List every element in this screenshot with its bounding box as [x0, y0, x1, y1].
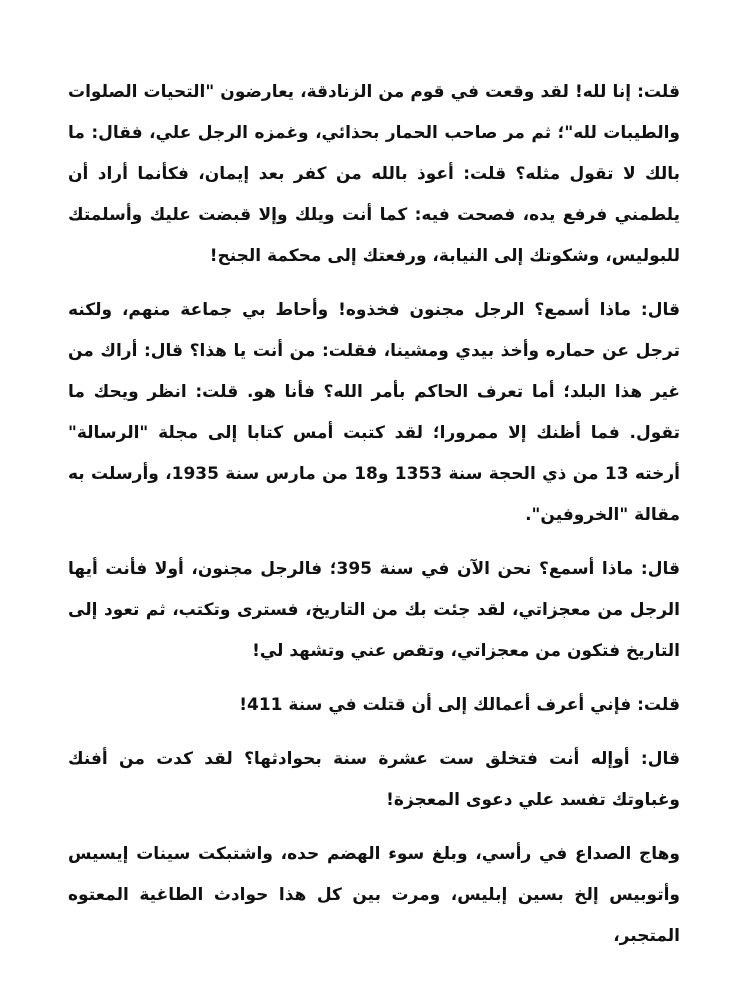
paragraph-2: قال: ماذا أسمع؟ الرجل مجنون فخذوه! وأحاط بي جماعة منهم، ولكنه ترجل عن حماره وأخذ بيدي ومشينا، فقلت: من أنت يا هذا؟ قال: أراك من غير هذا البلد؛ أما تعرف الحاكم بأمر الله؟ فأنا هو. قلت: انظر ويحك ما تقول. فما أظنك إلا ممرورا؛ لقد كتبت أمس كتابا إلى مجلة "الرسالة" أرخته 13 من ذي الحجة سنة 1353 و18 من مارس سنة 1935، وأرسلت به مقالة "الخروفين".	[68, 300, 680, 525]
paragraph-5: قال: أوإله أنت فتخلق ست عشرة سنة بحوادثها؟ لقد كدت من أفنك وغباوتك تفسد علي دعوى المعجزة!	[68, 749, 680, 810]
paragraph-3: قال: ماذا أسمع؟ نحن الآن في سنة 395؛ فالرجل مجنون، أولا فأنت أيها الرجل من معجزاتي، لقد جئت بك من التاريخ، فسترى وتكتب، ثم تعود إلى التاريخ فتكون من معجزاتي، وتقص عني وتشهد لي!	[68, 559, 680, 661]
paragraph-4: قلت: فإني أعرف أعمالك إلى أن قتلت في سنة 411!	[239, 695, 680, 715]
paragraph-6: وهاج الصداع في رأسي، وبلغ سوء الهضم حده، واشتبكت سينات إيسيس وأتوبيس إلخ بسين إبليس، ومرت بين كل هذا حوادث الطاغية المعتوه المتجبر،	[68, 844, 680, 946]
paragraph-1: قلت: إنا لله! لقد وقعت في قوم من الزنادقة، يعارضون "التحيات الصلوات والطيبات لله"؛ ثم مر صاحب الحمار بحذائي، وغمزه الرجل علي، فقال: ما بالك لا تقول مثله؟ قلت: أعوذ بالله من كفر بعد إيمان، فكأنما أراد أن يلطمني فرفع يده، فصحت فيه: كما أنت ويلك وإلا قبضت عليك وأسلمتك للبوليس، وشكوتك إلى النيابة، ورفعتك إلى محكمة الجنح!	[68, 82, 680, 266]
document-page	[68, 72, 680, 957]
